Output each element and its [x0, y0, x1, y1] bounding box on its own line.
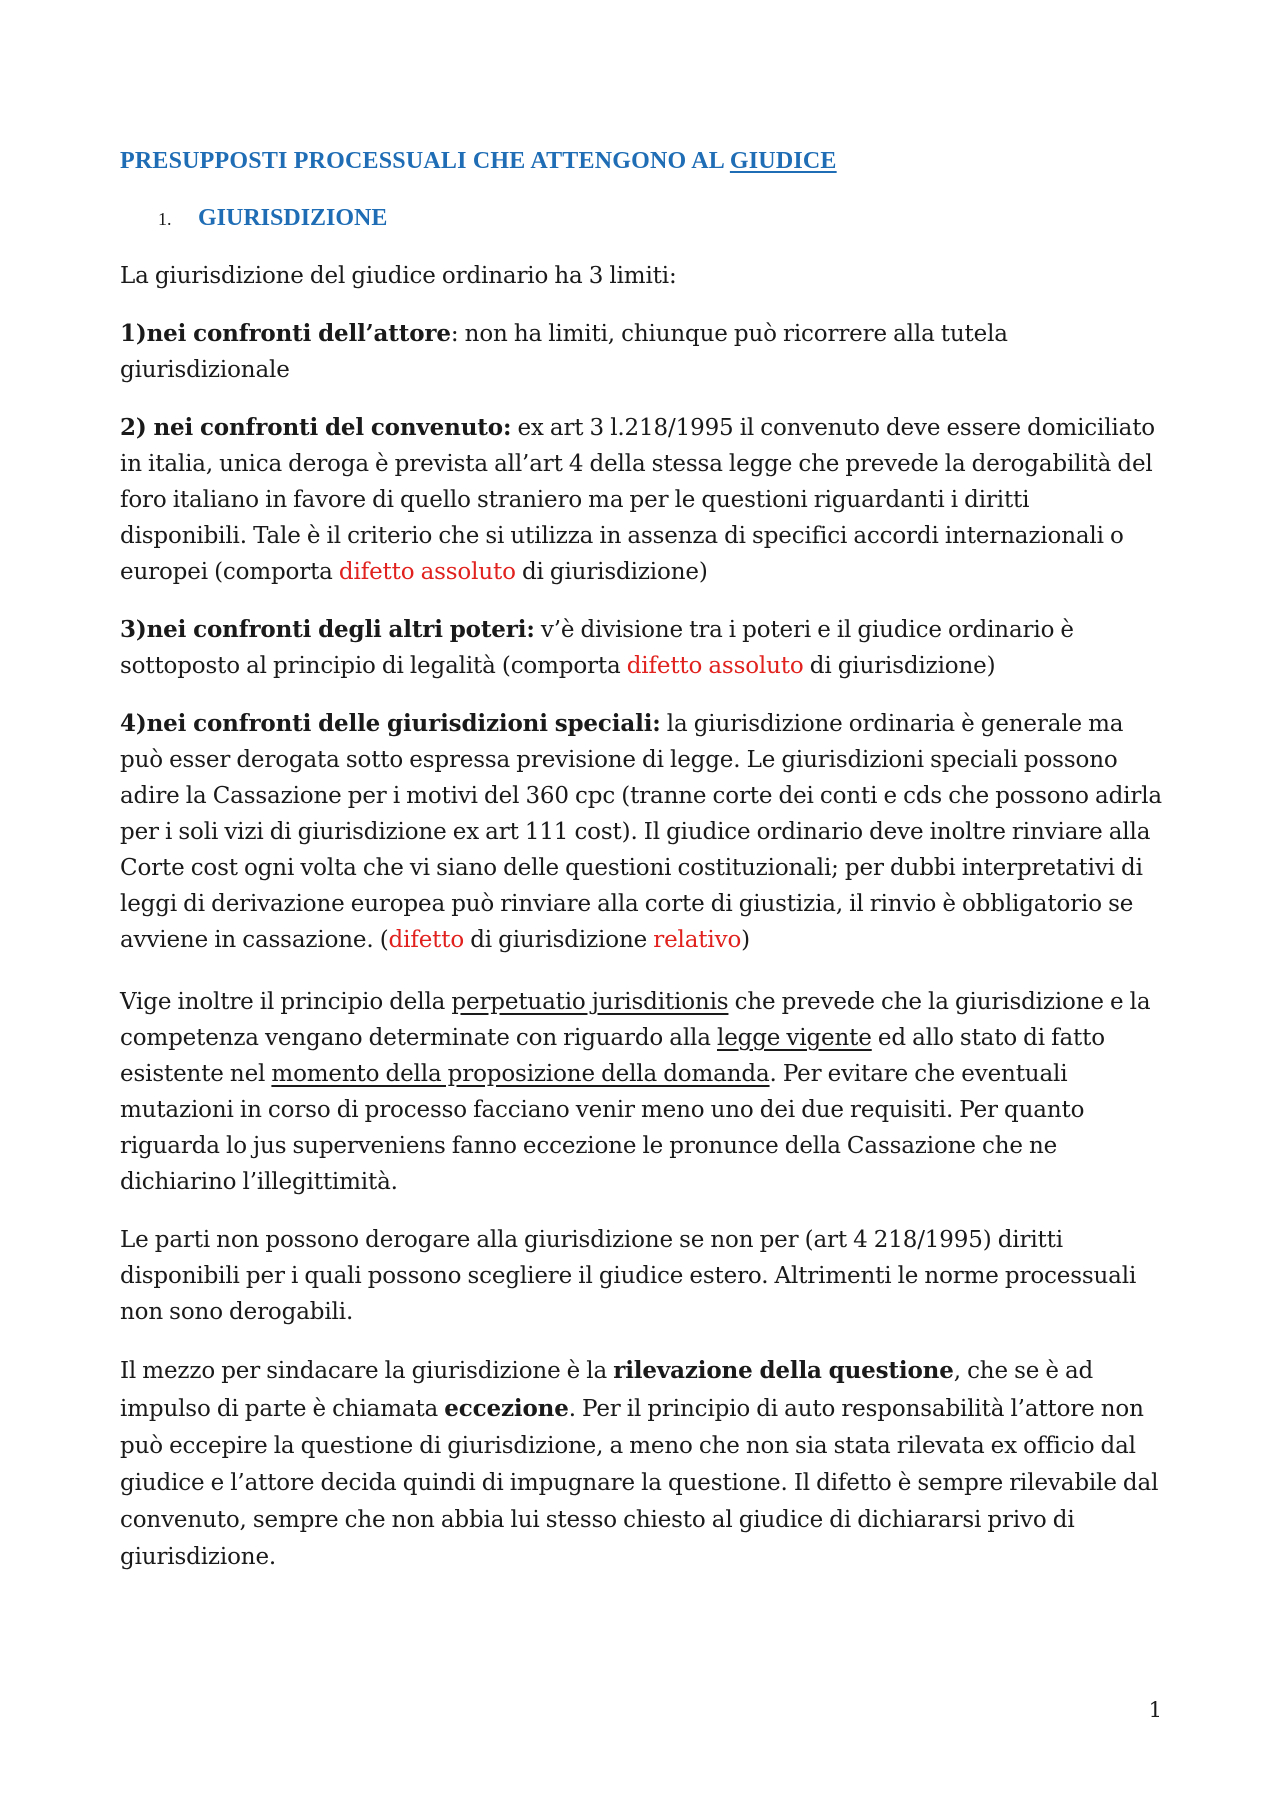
limit-3-tail: di giurisdizione): [803, 653, 996, 679]
limit-3-paragraph: [120, 612, 1162, 684]
limit-3-text: v’è divisione tra i poteri e il giudice ordinario è sottoposto al principio di legalità (comporta: [120, 617, 1074, 679]
limit-4-end: ): [741, 927, 750, 953]
page-title: [120, 148, 1162, 175]
limit-3-red-term: difetto assoluto: [626, 653, 804, 679]
page-number: 1: [1148, 1698, 1162, 1722]
limit-4-mid: di giurisdizione: [464, 927, 654, 953]
limit-2-red-term: difetto assoluto: [338, 559, 516, 585]
perpetuatio-text-3: ed allo stato di fatto esistente nel: [120, 1025, 1105, 1087]
mezzo-paragraph: [120, 1352, 1162, 1576]
perpetuatio-term: perpetuatio jurisditionis: [451, 989, 729, 1015]
limit-4-text: la giurisdizione ordinaria è generale ma può esser derogata sotto espressa previsione di legge. Le giurisdizioni speciali possono adire la Cassazione per i motivi del 360 cpc (tranne corte dei conti e cds che possono adirla per i soli vizi di giurisdizione ex art 111 cost). Il giudice ordinario deve inoltre rinviare alla Corte cost ogni volta che vi siano delle questioni costituzionali; per dubbi interpretativi di leggi di derivazione europea può rinviare alla corte di giustizia, il rinvio è obbligatorio se avviene in cassazione. (: [120, 711, 1162, 953]
limit-1-text: : non ha limiti, chiunque può ricorrere alla tutela giurisdizionale: [120, 321, 1008, 383]
mezzo-text-1: Il mezzo per sindacare la giurisdizione è la: [120, 1358, 614, 1384]
limit-2-tail: di giurisdizione): [515, 559, 708, 585]
section-number: 1.: [158, 209, 172, 229]
deroga-paragraph: Le parti non possono derogare alla giurisdizione se non per (art 4 218/1995) diritti disponibili per i quali possono scegliere il giudice estero. Altrimenti le norme processuali non sono derogabili.: [120, 1227, 1137, 1325]
title-underlined-word: GIUDICE: [729, 148, 837, 174]
limit-4-red-difetto: difetto: [388, 927, 465, 953]
limit-2-text: ex art 3 l.218/1995 il convenuto deve essere domiciliato in italia, unica deroga è prevista all’art 4 della stessa legge che prevede la derogabilità del foro italiano in favore di quello straniero ma per le questioni riguardanti i diritti disponibili. Tale è il criterio che si utilizza in assenza di specifici accordi internazionali o europei (comporta: [120, 415, 1155, 585]
eccezione-term: eccezione: [444, 1395, 569, 1422]
limit-3-label: 3)nei confronti degli altri poteri:: [120, 616, 535, 643]
mezzo-text-3: . Per il principio di auto responsabilità l’attore non può eccepire la questione di giurisdizione, a meno che non sia stata rilevata ex officio dal giudice e l’attore decida quindi di impugnare la questione. Il difetto è sempre rilevabile dal convenuto, sempre che non abbia lui stesso chiesto al giudice di dichiararsi privo di giurisdizione.: [120, 1396, 1159, 1570]
limit-2-paragraph: [120, 410, 1162, 590]
limit-4-paragraph: [120, 706, 1162, 958]
limit-4-red-relativo: relativo: [653, 927, 742, 953]
limit-1-label: 1)nei confronti dell’attore: [120, 320, 451, 347]
limit-1-paragraph: [120, 316, 1162, 388]
limit-2-label: 2) nei confronti del convenuto:: [120, 414, 512, 441]
intro-paragraph: La giurisdizione del giudice ordinario ha 3 limiti:: [120, 263, 677, 289]
momento-domanda-term: momento della proposizione della domanda: [271, 1061, 770, 1087]
section-title: GIURISDIZIONE: [198, 205, 388, 231]
limit-4-label: 4)nei confronti delle giurisdizioni speciali:: [120, 710, 661, 737]
title-prefix: PRESUPPOSTI PROCESSUALI CHE ATTENGONO AL: [120, 148, 730, 174]
perpetuatio-text-1: Vige inoltre il principio della: [120, 989, 452, 1015]
perpetuatio-text-2: che prevede che la giurisdizione e la competenza vengano determinate con riguardo alla: [120, 989, 1151, 1051]
section-heading: [158, 205, 1162, 232]
legge-vigente-term: legge vigente: [716, 1025, 872, 1051]
rilevazione-term: rilevazione della questione: [613, 1357, 954, 1384]
perpetuatio-text-4: . Per evitare che eventuali mutazioni in corso di processo facciano venir meno uno dei due requisiti. Per quanto riguarda lo jus superveniens fanno eccezione le pronunce della Cassazione che ne dichiarino l’illegittimità.: [120, 1061, 1085, 1195]
perpetuatio-paragraph: [120, 984, 1162, 1200]
mezzo-text-2: , che se è ad impulso di parte è chiamata: [120, 1358, 1094, 1422]
